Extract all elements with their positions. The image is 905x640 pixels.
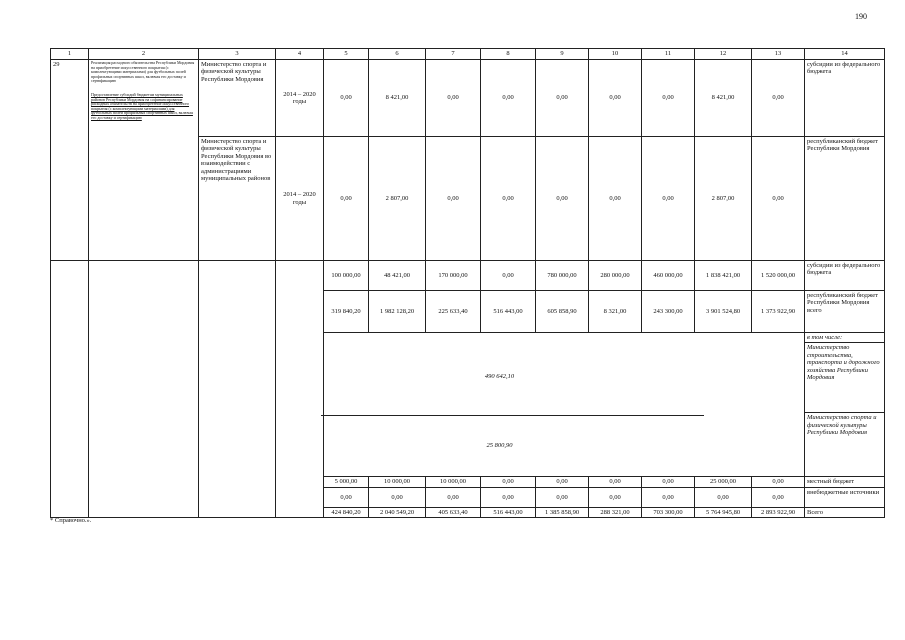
value-cell: 0,00 bbox=[481, 137, 536, 261]
value-cell: 243 300,00 bbox=[642, 291, 695, 333]
header-cell: 7 bbox=[426, 49, 481, 60]
value-cell: 8 421,00 bbox=[369, 60, 426, 137]
value-cell: 0,00 bbox=[324, 137, 369, 261]
value-cell: 2 807,00 bbox=[695, 137, 752, 261]
header-cell: 14 bbox=[805, 49, 885, 60]
value-cell: 0,00 bbox=[642, 60, 695, 137]
value-cell: 516 443,00 bbox=[481, 291, 536, 333]
value-cell: 5 000,00 bbox=[324, 477, 369, 487]
period-cell: 2014 – 2020 годы bbox=[276, 137, 324, 261]
value-cell: 0,00 bbox=[481, 477, 536, 487]
ministry-construction-value: 490 642,10 bbox=[484, 373, 515, 380]
header-cell: 4 bbox=[276, 49, 324, 60]
value-cell: 10 000,00 bbox=[369, 477, 426, 487]
breakdown-block bbox=[324, 333, 805, 477]
value-cell: 0,00 bbox=[642, 137, 695, 261]
value-cell: 0,00 bbox=[324, 60, 369, 137]
measure-description: Реализация расходного обязательства Республики Мордовия на приобретение искусственного покрытия (с комплектующими материалами) для футбольных полей профильных спортивных школ, включая его доставку и сертификацию Предоставление субсидий бюджетам муниципальных районов Республики Мордовия на софинансирование расходных обязательств на приобретение искусственного покрытия (с комплектующими материалами) для футбольных полей профильных спортивных школ, включая его доставку и сертификацию bbox=[89, 60, 199, 261]
value-cell: 0,00 bbox=[589, 477, 642, 487]
value-cell: 1 838 421,00 bbox=[695, 261, 752, 291]
value-cell: 5 764 945,80 bbox=[695, 507, 752, 517]
source-cell: Министерство строительства, транспорта и дорожного хозяйства Республики Мордовия bbox=[805, 343, 885, 413]
value-cell: 516 443,00 bbox=[481, 507, 536, 517]
value-cell: 280 000,00 bbox=[589, 261, 642, 291]
period-cell: 2014 – 2020 годы bbox=[276, 60, 324, 137]
value-cell: 1 385 858,90 bbox=[536, 507, 589, 517]
executor-cell: Министерство спорта и физической культуры Республики Мордовия bbox=[199, 60, 276, 137]
source-cell: внебюджетные источники bbox=[805, 487, 885, 507]
header-cell: 5 bbox=[324, 49, 369, 60]
value-cell: 0,00 bbox=[752, 60, 805, 137]
value-cell: 10 000,00 bbox=[426, 477, 481, 487]
header-cell: 1 bbox=[51, 49, 89, 60]
value-cell: 405 633,40 bbox=[426, 507, 481, 517]
value-cell: 0,00 bbox=[426, 137, 481, 261]
page-number: 190 bbox=[855, 12, 867, 21]
source-cell: субсидии из федерального бюджета bbox=[805, 60, 885, 137]
executor-cell: Министерство спорта и физической культуры Республики Мордовия во взаимодействии с администрациями муниципальных районов bbox=[199, 137, 276, 261]
value-cell: 0,00 bbox=[324, 487, 369, 507]
footnote: * Справочно.». bbox=[50, 517, 92, 524]
value-cell: 1 982 128,20 bbox=[369, 291, 426, 333]
source-cell: республиканский бюджет Республики Мордовия всего bbox=[805, 291, 885, 333]
value-cell: 319 840,20 bbox=[324, 291, 369, 333]
header-cell: 12 bbox=[695, 49, 752, 60]
empty-cell bbox=[89, 261, 199, 518]
value-cell: 25 000,00 bbox=[695, 477, 752, 487]
value-cell: 288 321,00 bbox=[589, 507, 642, 517]
value-cell: 0,00 bbox=[589, 137, 642, 261]
table-row bbox=[51, 261, 885, 291]
value-cell: 0,00 bbox=[642, 477, 695, 487]
value-cell: 0,00 bbox=[481, 261, 536, 291]
header-cell: 6 bbox=[369, 49, 426, 60]
value-cell: 0,00 bbox=[752, 477, 805, 487]
value-cell: 424 840,20 bbox=[324, 507, 369, 517]
header-cell: 8 bbox=[481, 49, 536, 60]
value-cell: 605 858,90 bbox=[536, 291, 589, 333]
value-cell: 1 373 922,90 bbox=[752, 291, 805, 333]
empty-cell bbox=[51, 261, 89, 518]
value-cell: 1 520 000,00 bbox=[752, 261, 805, 291]
value-cell: 0,00 bbox=[536, 487, 589, 507]
value-cell: 0,00 bbox=[752, 137, 805, 261]
value-cell: 3 901 524,80 bbox=[695, 291, 752, 333]
table-row bbox=[51, 60, 885, 137]
source-cell: республиканский бюджет Республики Мордовия bbox=[805, 137, 885, 261]
empty-cell bbox=[276, 261, 324, 518]
source-cell: в том числе: bbox=[805, 333, 885, 343]
value-cell: 0,00 bbox=[536, 137, 589, 261]
value-cell: 2 893 922,90 bbox=[752, 507, 805, 517]
header-row bbox=[51, 49, 885, 60]
value-cell: 8 421,00 bbox=[695, 60, 752, 137]
ministry-sport-value: 25 800,90 bbox=[486, 442, 513, 449]
source-cell: местный бюджет bbox=[805, 477, 885, 487]
header-cell: 10 bbox=[589, 49, 642, 60]
program-table bbox=[50, 48, 885, 518]
value-cell: 100 000,00 bbox=[324, 261, 369, 291]
value-cell: 0,00 bbox=[481, 487, 536, 507]
value-cell: 0,00 bbox=[589, 487, 642, 507]
value-cell: 0,00 bbox=[426, 60, 481, 137]
value-cell: 460 000,00 bbox=[642, 261, 695, 291]
value-cell: 0,00 bbox=[536, 60, 589, 137]
divider bbox=[321, 415, 704, 416]
value-cell: 703 300,00 bbox=[642, 507, 695, 517]
value-cell: 0,00 bbox=[695, 487, 752, 507]
row-number: 29 bbox=[51, 60, 89, 261]
value-cell: 780 000,00 bbox=[536, 261, 589, 291]
source-cell: Всего bbox=[805, 507, 885, 517]
source-cell: субсидии из федерального бюджета bbox=[805, 261, 885, 291]
header-cell: 13 bbox=[752, 49, 805, 60]
value-cell: 0,00 bbox=[426, 487, 481, 507]
value-cell: 0,00 bbox=[752, 487, 805, 507]
value-cell: 225 633,40 bbox=[426, 291, 481, 333]
header-cell: 9 bbox=[536, 49, 589, 60]
empty-cell bbox=[199, 261, 276, 518]
value-cell: 0,00 bbox=[481, 60, 536, 137]
header-cell: 2 bbox=[89, 49, 199, 60]
value-cell: 8 321,00 bbox=[589, 291, 642, 333]
value-cell: 48 421,00 bbox=[369, 261, 426, 291]
header-cell: 11 bbox=[642, 49, 695, 60]
value-cell: 170 000,00 bbox=[426, 261, 481, 291]
value-cell: 0,00 bbox=[369, 487, 426, 507]
value-cell: 2 807,00 bbox=[369, 137, 426, 261]
value-cell: 0,00 bbox=[536, 477, 589, 487]
value-cell: 0,00 bbox=[642, 487, 695, 507]
value-cell: 2 040 549,20 bbox=[369, 507, 426, 517]
source-cell: Министерство спорта и физической культуры Республики Мордовия bbox=[805, 413, 885, 477]
header-cell: 3 bbox=[199, 49, 276, 60]
value-cell: 0,00 bbox=[589, 60, 642, 137]
